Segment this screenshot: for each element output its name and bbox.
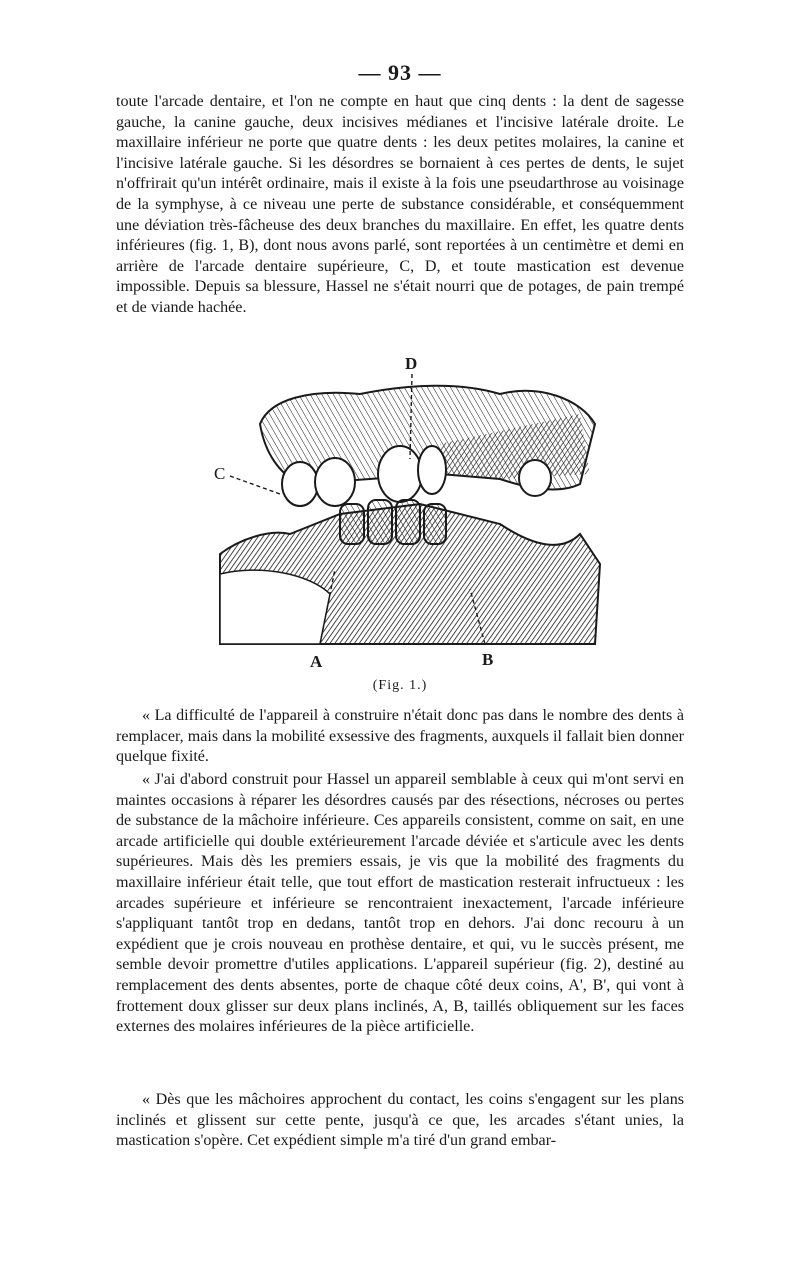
paragraph-1: toute l'arcade dentaire, et l'on ne compte en haut que cinq dents : la dent de sagesse gauche, la canine gauche, deux incisives médianes et l'incisive latérale droite. Le maxillaire inférieur ne porte que quatre dents : les deux petites molaires, la canine et l'incisive latérale gauche. Si les désordres se bornaient à ces pertes de dents, le sujet n'offrirait qu'un intérêt ordinaire, mais il existe à la fois une pseudarthrose au voisinage de la symphyse, à ce niveau une perte de substance considérable, et conséquemment une déviation très-fâcheuse des deux branches du maxillaire. En effet, les quatre dents inférieures (fig. 1, B), dont nous avons parlé, sont reportées à un centimètre et demi en arrière de l'arcade dentaire supérieure, C, D, et toute mastication est devenue impossible. Depuis sa blessure, Hassel ne s'était nourri que de potages, de pain trempé et de viande hachée. [116, 93, 684, 316]
figure-label-a: A [310, 652, 323, 671]
jaw-engraving [200, 354, 620, 654]
paragraph-4: « Dès que les mâchoires approchent du contact, les coins s'engagent sur les plans inclinés et glissent sur cette pente, jusqu'à ce que, les arcades s'étant unies, la mastication s'opère. Cet expédient simple m'a tiré d'un grand embar- [116, 1091, 684, 1150]
paragraph-3: « J'ai d'abord construit pour Hassel un appareil semblable à ceux qui m'ont servi en maintes occasions à réparer les désordres causés par des résections, nécroses ou pertes de substance de la mâchoire inférieure. Ces appareils consistent, comme on sait, en une arcade artificielle qui double extérieurement l'arcade déviée et s'articule avec les dents supérieures. Mais dès les premiers essais, je vis que la mobilité des fragments du maxillaire inférieur était telle, que tout effort de mastication resterait infructueux : les arcades supérieure et inférieure se rencontraient inexactement, l'arcade inférieure s'appliquant tantôt trop en dedans, tantôt trop en dehors. J'ai donc recouru à un expédient que je crois nouveau en prothèse dentaire, et qui, vu le succès présent, me semble devoir promettre d'utiles applications. L'appareil supérieur (fig. 2), destiné au remplacement des dents absentes, porte de chaque côté deux coins, A', B', qui vont à frottement doux glisser sur deux plans inclinés, A, B, taillés obliquement sur les faces externes des molaires inférieures de la pièce artificielle. [116, 771, 684, 1036]
page-number: — 93 — [358, 60, 442, 85]
figure-label-b: B [482, 650, 494, 669]
figure-caption: (Fig. 1.) [372, 678, 428, 693]
figure-label-d: D [405, 354, 418, 373]
figure-1 [200, 354, 620, 682]
figure-label-c: C [214, 464, 226, 483]
paragraph-2: « La difficulté de l'appareil à construire n'était donc pas dans le nombre des dents à remplacer, mais dans la mobilité exsessive des fragments, auxquels il fallait bien donner quelque fixité. [116, 707, 684, 766]
